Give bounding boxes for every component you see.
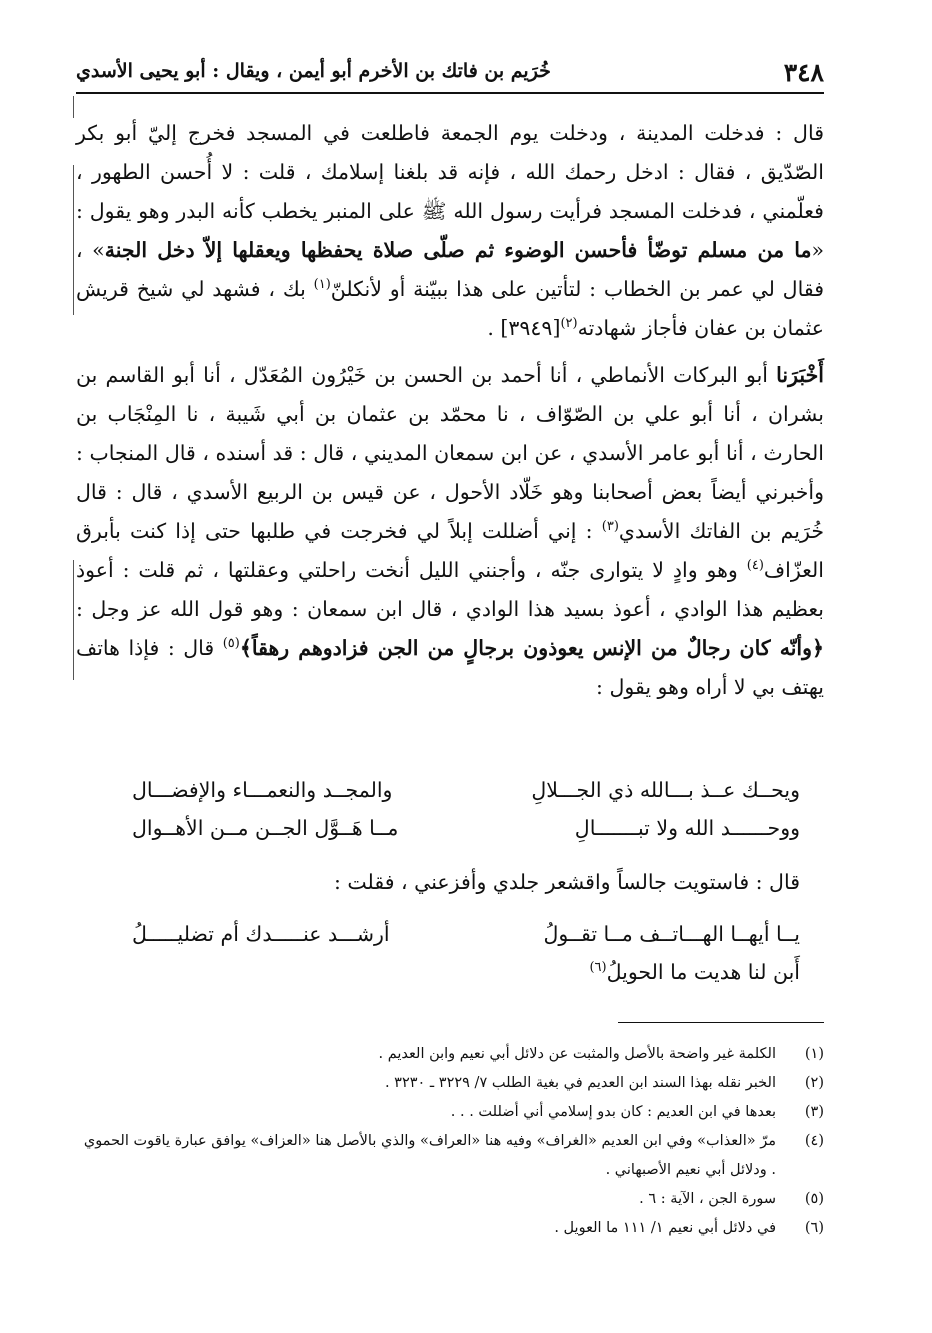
footnote — [76, 1185, 824, 1214]
footnote-text: سورة الجن ، الآية : ٦ . — [639, 1191, 776, 1207]
footnote — [76, 1069, 824, 1098]
footnote-ref: (٣) — [601, 519, 619, 535]
footnote — [76, 1214, 824, 1243]
verse-line — [110, 778, 800, 816]
poem-block-2 — [110, 922, 800, 998]
paragraph-1 — [76, 114, 824, 348]
footnote-number: (٤) — [804, 1133, 824, 1149]
page-header — [76, 52, 824, 92]
footnote-number: (٦) — [804, 1220, 824, 1236]
page-number: ٣٤٨ — [783, 58, 824, 87]
lead-word: أَخْبَرَنا — [776, 363, 824, 387]
footnote-ref: (١) — [313, 277, 331, 293]
text-run: وهو وادٍ لا يتوارى جنّه ، وأجنني الليل أنخت راحلتي وعقلتها ، ثم قلت : أعوذ بعظيم هذا الوادي ، أعوذ بسيد هذا الوادي ، قال ابن سمعان : وهو قول الله عز وجل : — [76, 558, 824, 621]
first-hemistich: ويحــك عــذ بـــالله ذي الجـــلالِ — [531, 778, 800, 802]
footnote-text: بعدها في ابن العديم : كان بدو إسلامي أني أضللت . . . — [450, 1104, 776, 1120]
footnote-ref: (٦) — [589, 960, 607, 976]
footnote-ref: (٢) — [560, 316, 578, 332]
text-run: بك ، فشهد لي شيخ قريش عثمان بن عفان فأجاز شهادته — [76, 277, 824, 340]
text-run: قال : فدخلت المدينة ، ودخلت يوم الجمعة فاطلعت في المسجد فخرج إليّ أبو بكر الصّدّيق ، فقال : ادخل رحمك الله ، فإنه قد بلغنا إسلامك ، قلت : لا أُحسن الطهور ، فعلّمني ، فدخلت المسجد فرأيت رسول الله ﷺ على المنبر يخطب كأنه البدر وهو يقول : « — [76, 121, 824, 262]
paragraph-2 — [76, 356, 824, 707]
footnote-text: الخبر نقله بهذا السند ابن العديم في بغية الطلب ٧/ ٣٢٢٩ ـ ٣٢٣٠ . — [384, 1075, 776, 1091]
footnote-ref: (٥) — [222, 636, 240, 652]
footnote-number: (٥) — [804, 1191, 824, 1207]
second-hemistich: والمجــد والنعمـــاء والإفضـــال — [132, 778, 393, 802]
first-hemistich: يــا أيهــا الهـــاتــف مــا تقــولُ — [543, 922, 800, 946]
hadith-text: ما من مسلم توضّأ فأحسن الوضوء ثم صلّى صلاة يحفظها ويعقلها إلاّ دخل الجنة — [104, 238, 812, 262]
footnote — [76, 1127, 824, 1185]
margin-line — [73, 560, 74, 680]
footnote-ref: (٤) — [746, 558, 764, 574]
text-run: : إني أضللت إبلاً لي فخرجت في طلبها حتى إذا كنت بأبرق العزّاف — [76, 519, 824, 582]
text-run: أبو البركات الأنماطي ، أنا أحمد بن الحسن بن خَيْرُون المُعَدّل ، أنا أبو القاسم بن بشران ، أنا أبو علي بن الصّوّاف ، نا محمّد بن عثمان بن أبي شَيبة ، نا المِنْجَاب بن الحارث ، أنا أبو عامر الأسدي ، عن ابن سمعان المديني ، قال : قد أسنده ، قال المنجاب : وأخبرني أيضاً بعض أصحابنا وهو خَلّاد الأحول ، عن قيس بن الربيع الأسدي ، قال : قال خُرَيم بن الفاتك الأسدي — [76, 363, 824, 543]
footnote — [76, 1098, 824, 1127]
margin-line — [73, 165, 74, 315]
margin-line — [73, 96, 74, 118]
footnote-text: في دلائل أبي نعيم ١/ ١١١ ما العويل . — [554, 1220, 776, 1236]
poem-block-1 — [110, 778, 800, 854]
hadith-number: [٣٩٤٩] — [500, 316, 561, 340]
first-hemistich: ووحــــــد الله ولا تبـــــــالِ — [574, 816, 800, 840]
footnote-text: الكلمة غير واضحة بالأصل والمثبت عن دلائل أبي نعيم وابن العديم . — [378, 1046, 776, 1062]
text-run: قال : فإذا هاتف يهتف بي لا أراه وهو يقول : — [76, 636, 824, 699]
main-text — [76, 114, 824, 707]
text-run: . — [487, 316, 501, 340]
second-hemistich: أرشـــد عنـــــدك أم تضليـــــلُ — [132, 922, 390, 946]
footnote-number: (١) — [804, 1046, 824, 1062]
text-run: أَبن لنا هديت ما الحويلُ — [606, 960, 800, 984]
footnote-number: (٣) — [804, 1104, 824, 1120]
footnote-separator — [618, 1022, 824, 1023]
footnote-number: (٢) — [804, 1075, 824, 1091]
verse-line — [110, 816, 800, 854]
quran-verse: ﴿وأنّه كان رجالٌ من الإنس يعوذون برجالٍ من الجن فزادوهم رهقاً﴾ — [239, 636, 825, 660]
verse-final-line — [589, 960, 800, 984]
footnotes — [76, 1040, 824, 1243]
footnote-text: مرّ «العذاب» وفي ابن العديم «الغراف» وفيه هنا «العراف» والذي بالأصل هنا «العزاف» يوافق عبارة ياقوت الحموي . ودلائل أبي نعيم الأصبهاني . — [83, 1133, 776, 1178]
verse-line — [110, 922, 800, 960]
footnote — [76, 1040, 824, 1069]
header-rule — [76, 92, 824, 94]
narration-line: قال : فاستويت جالساً واقشعر جلدي وأفزعني ، فقلت : — [334, 870, 800, 894]
verse-line — [110, 960, 800, 998]
second-hemistich: مــا هَــوَّل الجــن مــن الأهــوال — [132, 816, 399, 840]
running-title: خُرَيم بن فاتك بن الأخرم أبو أيمن ، ويقال : أبو يحيى الأسدي — [76, 60, 551, 82]
text-run: » ، فقال لي عمر بن الخطاب : لتأتين على هذا ببيّنة أو لأنكلنّ — [76, 238, 824, 301]
